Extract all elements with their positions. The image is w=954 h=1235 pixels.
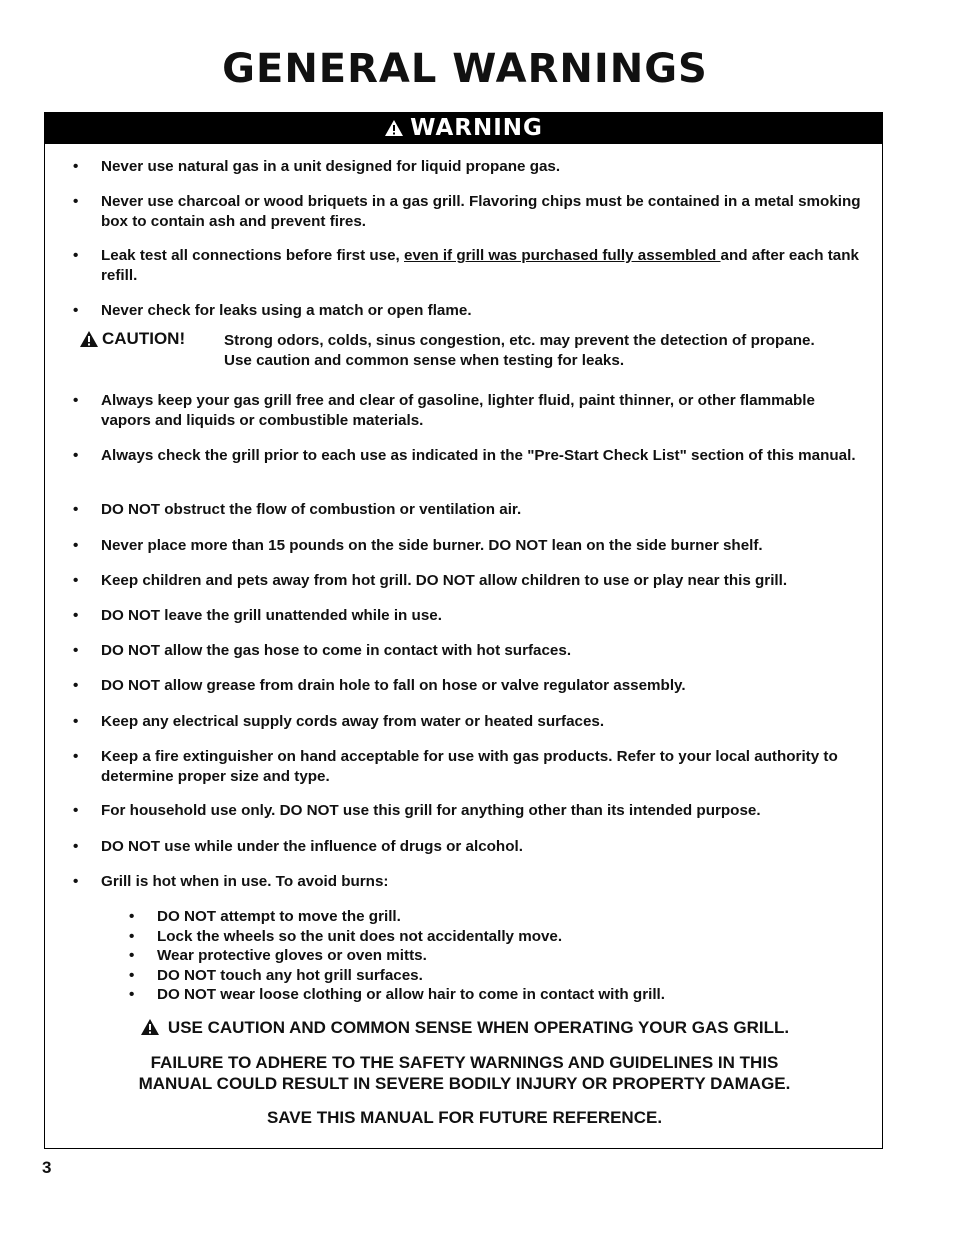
- page-title: GENERAL WARNINGS: [222, 46, 708, 92]
- caution-text: Strong odors, colds, sinus congestion, etc. may prevent the detection of propane. Use caution and common sense when testing for leaks.: [224, 332, 815, 369]
- burn-list-item: • Wear protective gloves or oven mitts.: [129, 947, 427, 964]
- page-number: 3: [42, 1158, 52, 1177]
- warning-item: • Never use charcoal or wood briquets in a gas grill. Flavoring chips must be contained in a metal smoking box to contain ash and prevent fires.: [73, 193, 861, 230]
- caution-statement: USE CAUTION AND COMMON SENSE WHEN OPERATING YOUR GAS GRILL.: [45, 1017, 884, 1038]
- caution-triangle-icon: [140, 1018, 160, 1036]
- warning-item: • Never place more than 15 pounds on the side burner. DO NOT lean on the side burner shelf.: [73, 537, 763, 554]
- warning-banner-label: WARNING: [410, 115, 543, 141]
- burn-list-item: • DO NOT wear loose clothing or allow hair to come in contact with grill.: [129, 986, 665, 1003]
- burn-list-item: • DO NOT attempt to move the grill.: [129, 908, 401, 925]
- caution-triangle-icon: [79, 330, 99, 348]
- warning-item: • Grill is hot when in use. To avoid burns:: [73, 873, 389, 890]
- warning-item: • DO NOT use while under the influence of drugs or alcohol.: [73, 838, 523, 855]
- warning-item: • Keep children and pets away from hot grill. DO NOT allow children to use or play near this grill.: [73, 572, 788, 589]
- warning-item: • DO NOT allow grease from drain hole to fall on hose or valve regulator assembly.: [73, 677, 686, 694]
- warning-item: • Keep any electrical supply cords away from water or heated surfaces.: [73, 713, 605, 730]
- save-manual-statement: SAVE THIS MANUAL FOR FUTURE REFERENCE.: [266, 1108, 663, 1127]
- warning-item: • DO NOT obstruct the flow of combustion or ventilation air.: [73, 501, 522, 518]
- warning-banner: [45, 113, 882, 144]
- warning-item: • Leak test all connections before first use, even if grill was purchased fully assembled and after each tank refill.: [73, 247, 859, 284]
- burn-list-item: • Lock the wheels so the unit does not accidentally move.: [129, 928, 563, 945]
- burn-list-item: • DO NOT touch any hot grill surfaces.: [129, 967, 423, 984]
- warning-box: [44, 112, 883, 1149]
- warning-triangle-icon: [384, 119, 404, 137]
- warning-item: • Never check for leaks using a match or open flame.: [73, 302, 472, 319]
- underlined-emphasis: even if grill was purchased fully assembled: [404, 247, 721, 264]
- failure-statement-line-2: MANUAL COULD RESULT IN SEVERE BODILY INJURY OR PROPERTY DAMAGE.: [138, 1074, 791, 1093]
- warning-item: • For household use only. DO NOT use this grill for anything other than its intended purpose.: [73, 802, 761, 819]
- warning-item: • DO NOT leave the grill unattended while in use.: [73, 607, 442, 624]
- warning-item: • DO NOT allow the gas hose to come in contact with hot surfaces.: [73, 642, 572, 659]
- warning-item: • Never use natural gas in a unit designed for liquid propane gas.: [73, 158, 561, 175]
- warning-item: • Keep a fire extinguisher on hand acceptable for use with gas products. Refer to your local authority to determine proper size and type.: [73, 748, 838, 785]
- caution-label: CAUTION!: [79, 329, 185, 349]
- warning-item: • Always check the grill prior to each use as indicated in the "Pre-Start Check List" section of this manual.: [73, 447, 856, 464]
- failure-statement-line-1: FAILURE TO ADHERE TO THE SAFETY WARNINGS AND GUIDELINES IN THIS: [150, 1053, 779, 1072]
- warning-item: • Always keep your gas grill free and clear of gasoline, lighter fluid, paint thinner, or other flammable vapors and liquids or combustible materials.: [73, 392, 815, 429]
